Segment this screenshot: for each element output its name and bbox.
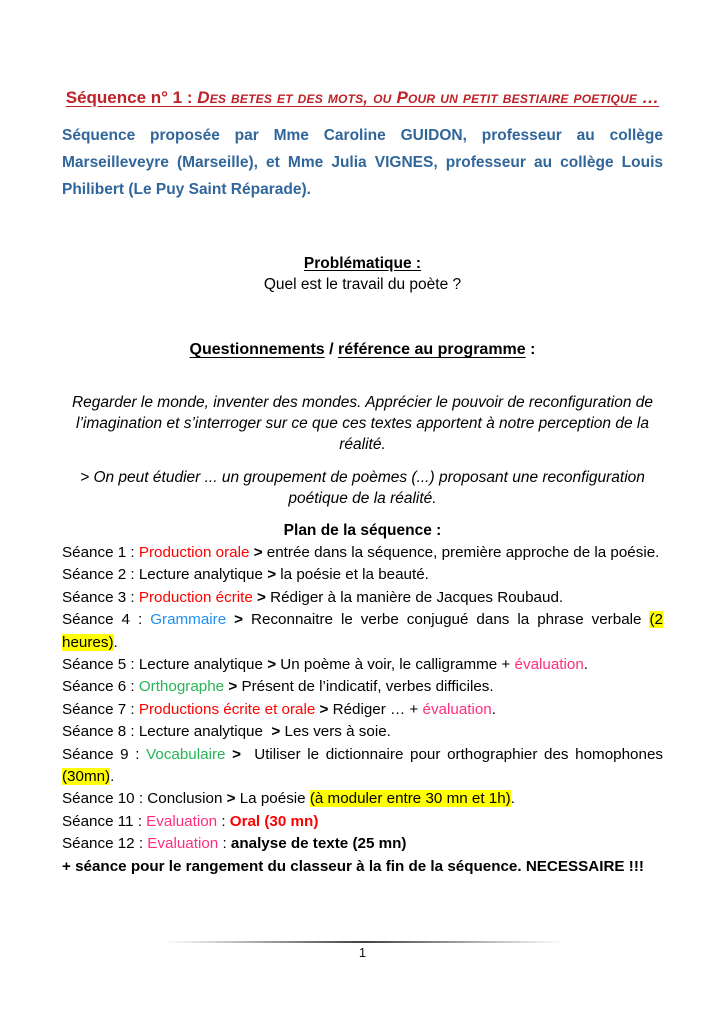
plan-segment: Les vers à soie. bbox=[280, 723, 391, 741]
plan-line bbox=[62, 856, 663, 878]
plan-segment bbox=[226, 611, 234, 628]
plan-line bbox=[62, 654, 663, 676]
plan-segment-b: > bbox=[253, 544, 263, 561]
plan-segment-hl: (2 heures) bbox=[62, 611, 663, 651]
plan-segment: . bbox=[491, 700, 496, 718]
problematique-heading: Problématique : bbox=[303, 255, 422, 272]
plan-segment: : bbox=[217, 812, 230, 830]
plan-line bbox=[62, 744, 663, 789]
plan-segment: Séance 1 : bbox=[62, 544, 139, 561]
plan-segment: Séance 4 : bbox=[62, 611, 151, 629]
plan-segment: Séance 8 : Lecture analytique bbox=[62, 723, 272, 741]
program-quote-2: > On peut étudier ... un groupement de poèmes (...) proposant une reconfiguration poétique de la réalité. bbox=[80, 469, 645, 507]
plan-segment: Séance 11 : bbox=[62, 812, 147, 830]
plan-segment: Séance 2 : Lecture analytique bbox=[62, 566, 268, 584]
plan-line bbox=[62, 609, 663, 654]
footer-divider bbox=[163, 941, 565, 943]
plan-segment: Séance 3 : bbox=[62, 588, 139, 606]
plan-segment: Séance 10 : Conclusion bbox=[62, 790, 227, 808]
questionnements-colon: : bbox=[525, 341, 536, 358]
page-number: 1 bbox=[358, 945, 367, 960]
plan-segment-b: > bbox=[319, 700, 329, 718]
questionnements-part2: référence au programme bbox=[338, 341, 526, 358]
title-prefix: Séquence n° 1 : bbox=[65, 88, 198, 107]
plan-segment-pink: évaluation bbox=[514, 656, 584, 674]
plan-segment-b: > bbox=[271, 723, 281, 741]
plan-segment-b: > bbox=[267, 566, 277, 584]
plan-segment: + séance pour le rangement du classeur à la fin de la séquence. NECESSAIRE !!! bbox=[62, 857, 644, 875]
plan-segment-hl: (30mn) bbox=[62, 768, 111, 786]
plan-segment: : bbox=[218, 835, 231, 853]
plan-segment: Séance 9 : bbox=[62, 745, 147, 763]
plan-segment: Rédiger à la manière de Jacques Roubaud. bbox=[265, 588, 564, 606]
plan-segment: La poésie bbox=[235, 790, 310, 808]
plan-segment: . bbox=[510, 790, 515, 808]
plan-segment: Un poème à voir, le calligramme + bbox=[276, 656, 515, 674]
plan-segment-b: analyse de texte (25 mn) bbox=[230, 835, 407, 853]
plan-segment-blue: Grammaire bbox=[150, 611, 227, 629]
plan-segment-b: > bbox=[228, 678, 238, 696]
plan-segment-b: > bbox=[267, 656, 277, 674]
plan-line bbox=[62, 699, 663, 721]
plan-segment: Présent de l’indicatif, verbes difficiles. bbox=[237, 678, 494, 696]
plan-segment-red: Productions écrite et orale bbox=[138, 700, 316, 718]
plan-segment: Reconnaitre le verbe conjugué dans la phrase verbale bbox=[243, 611, 650, 629]
plan-line bbox=[62, 542, 663, 564]
plan-line bbox=[62, 676, 663, 698]
plan-line bbox=[62, 564, 663, 586]
plan-line bbox=[62, 788, 663, 810]
plan-segment-b: > bbox=[226, 790, 236, 808]
plan-segment: Rédiger … + bbox=[328, 700, 423, 718]
page-title bbox=[62, 88, 663, 108]
plan-segment-b: > bbox=[234, 611, 244, 629]
questionnements-separator: / bbox=[324, 341, 339, 358]
plan-segment: Utiliser le dictionnaire pour orthographier des homophones bbox=[240, 745, 663, 763]
questionnements-part1: Questionnements bbox=[189, 341, 325, 358]
plan-line bbox=[62, 811, 663, 833]
plan-line bbox=[62, 833, 663, 855]
program-quote: Regarder le monde, inventer des mondes. Apprécier le pouvoir de reconfiguration de l’imagination et s’interroger sur ce que ces textes apportent à notre perception de la réalité. bbox=[71, 394, 653, 453]
title-emphasis: Des betes et des mots, ou Pour un petit bestiaire poetique … bbox=[197, 88, 660, 107]
plan-list bbox=[62, 542, 663, 878]
plan-segment: . bbox=[110, 768, 115, 786]
plan-segment-pink: Evaluation bbox=[147, 835, 219, 853]
problematique-question: Quel est le travail du poète ? bbox=[263, 276, 462, 293]
plan-heading: Plan de la séquence : bbox=[283, 522, 442, 539]
plan-segment: . bbox=[113, 633, 118, 651]
plan-segment: Séance 7 : bbox=[62, 700, 139, 718]
problematique-section bbox=[62, 253, 663, 295]
plan-segment-hl: (à moduler entre 30 mn et 1h) bbox=[309, 790, 511, 808]
plan-segment-red: Production écrite bbox=[138, 588, 253, 606]
questionnements-heading bbox=[62, 339, 663, 360]
plan-segment-b: > bbox=[257, 588, 266, 606]
plan-line bbox=[62, 587, 663, 609]
plan-segment-pink: évaluation bbox=[422, 700, 492, 718]
plan-segment-b: > bbox=[232, 745, 241, 763]
plan-segment: Séance 6 : bbox=[62, 678, 139, 696]
plan-segment-red: Production orale bbox=[138, 544, 250, 561]
authors-paragraph: Séquence proposée par Mme Caroline GUIDON, professeur au collège Marseilleveyre (Marseille), et Mme Julia VIGNES, professeur au collège Louis Philibert (Le Puy Saint Réparade). bbox=[62, 127, 663, 198]
plan-segment: . bbox=[583, 656, 589, 674]
plan-segment-green: Vocabulaire bbox=[146, 745, 226, 763]
plan-segment: Séance 12 : bbox=[62, 835, 148, 853]
plan-segment-rb: Oral (30 mn) bbox=[229, 812, 319, 830]
plan-segment-green: Orthographe bbox=[138, 678, 225, 696]
plan-segment-pink: Evaluation bbox=[146, 812, 218, 830]
plan-segment: entrée dans la séquence, première approche de la poésie. bbox=[262, 544, 660, 561]
plan-line bbox=[62, 721, 663, 743]
plan-segment: la poésie et la beauté. bbox=[276, 566, 429, 584]
plan-segment: Séance 5 : Lecture analytique bbox=[62, 656, 268, 674]
